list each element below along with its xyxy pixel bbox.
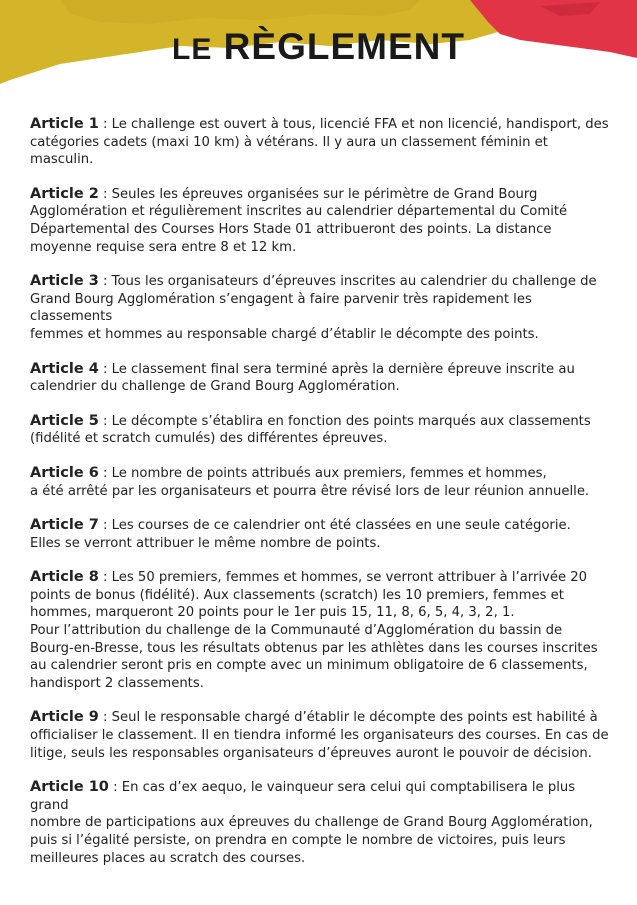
article-label: Article 6	[30, 464, 99, 481]
page-title	[0, 26, 637, 68]
article-label: Article 4	[30, 360, 99, 377]
title-prefix: LE	[172, 33, 213, 66]
article-label: Article 5	[30, 412, 99, 429]
article-6	[30, 465, 610, 500]
article-7	[30, 517, 610, 552]
article-3	[30, 273, 610, 343]
article-list	[30, 116, 610, 884]
article-label: Article 2	[30, 185, 99, 202]
article-text: : Tous les organisateurs d’épreuves inscrites au calendrier du challenge de Grand Bourg Agglomération s’engagent à faire parvenir très rapidement les classements femmes et hommes au responsable chargé d’établir le décompte des points.	[30, 274, 597, 342]
article-text: : Le nombre de points attribués aux premiers, femmes et hommes, a été arrêté par les organisateurs et pourra être révisé lors de leur réunion annuelle.	[30, 465, 590, 499]
article-8	[30, 569, 610, 692]
article-text: : En cas d’ex aequo, le vainqueur sera celui qui comptabilisera le plus grand nombre de participations aux épreuves du challenge de Grand Bourg Agglomération, puis si l’égalité persiste, on prendra en compte le nombre de victoires, puis leurs meilleures places au scratch des courses.	[30, 780, 593, 866]
article-text: : Le classement final sera terminé après la dernière épreuve inscrite au calendrier du challenge de Grand Bourg Agglomération.	[30, 361, 575, 395]
article-text: : Seul le responsable chargé d’établir le décompte des points est habilité à officialiser le classement. Il en tiendra informé les organisateurs des courses. En cas de litige, seuls les responsables organisateurs d’épreuves auront le pouvoir de décision.	[30, 710, 609, 761]
article-4	[30, 361, 610, 396]
article-label: Article 1	[30, 116, 99, 132]
article-label: Article 9	[30, 709, 99, 726]
title-main: RÈGLEMENT	[223, 26, 465, 67]
article-2	[30, 186, 610, 256]
article-label: Article 10	[30, 779, 109, 796]
article-label: Article 7	[30, 517, 99, 534]
article-text: : Les courses de ce calendrier ont été classées en une seule catégorie. Elles se verront attribuer le même nombre de points.	[30, 518, 571, 551]
article-label: Article 3	[30, 273, 99, 290]
article-text: : Le challenge est ouvert à tous, licencié FFA et non licencié, handisport, des catégories cadets (maxi 10 km) à vétérans. Il y aura un classement féminin et masculin.	[30, 117, 609, 168]
article-9	[30, 709, 610, 762]
article-text: : Seules les épreuves organisées sur le périmètre de Grand Bourg Agglomération et régulièrement inscrites au calendrier départemental du Comité Départemental des Courses Hors Stade 01 attribueront des points. La distance moyenne requise sera entre 8 et 12 km.	[30, 186, 568, 255]
article-text: : Le décompte s’établira en fonction des points marqués aux classements (fidélité et scratch cumulés) des différentes épreuves.	[30, 413, 591, 447]
article-text: : Les 50 premiers, femmes et hommes, se verront attribuer à l’arrivée 20 points de bonus (fidélité). Aux classements (scratch) les 10 premiers, femmes et hommes, marqueront 20 points pour le 1er puis 15, 11, 8, 6, 5, 4, 3, 2, 1. Pour l’attribution du challenge de la Communauté d’Agglomération du bassin de Bourg-en-Bresse, tous les résultats obtenus par les athlètes dans les courses inscrites au calendrier seront pris en compte avec un minimum obligatoire de 6 classements, handisport 2 classements.	[30, 570, 598, 691]
paint-dot	[520, 6, 525, 11]
article-label: Article 8	[30, 569, 99, 586]
article-1	[30, 116, 610, 169]
article-5	[30, 413, 610, 448]
article-10	[30, 779, 610, 867]
